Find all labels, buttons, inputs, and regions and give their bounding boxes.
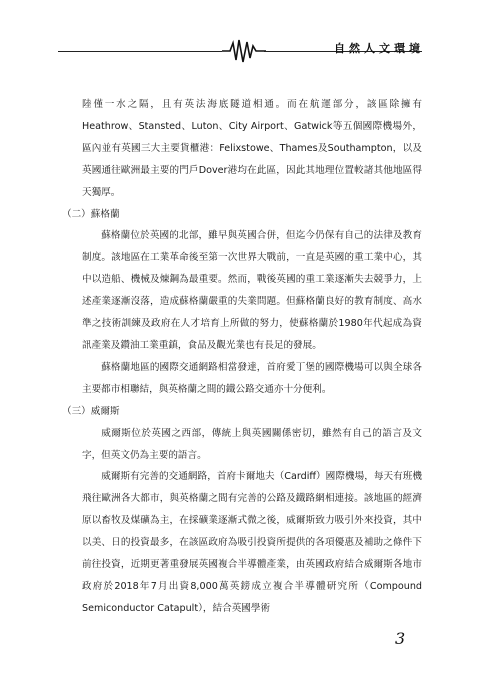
header-rule-left [58,51,222,52]
section-heading: （二）蘇格蘭 [62,208,120,220]
paragraph: 蘇格蘭位於英國的北部，雖早與英國合併，但迄今仍保有自己的法律及教育制度。該地區在工業革命後至第一次世界大戰前，一直是英國的重工業中心，其中以造船、機械及煉鋼為最重要。然而，戰後英國的重工業逐漸失去競爭力，上述產業逐漸沒落，造成蘇格蘭嚴重的失業問題。但蘇格蘭良好的教育制度、高水準之技術訓練及政府在人才培育上所做的努力，使蘇格蘭於1980年代起成為資訊產業及鑽油工業重鎮，食品及觀光業也有長足的發展。 [82,230,422,351]
paragraph: 陸僅一水之隔，且有英法海底隧道相通。而在航運部分，該區除擁有Heathrow、Stansted、Luton、City Airport、Gatwick等五個國際機場外，區內並有英國三大主要貨櫃港：Felixstowe、Thames及Southampton，以及英國通往歐洲最主要的門戶Dover港均在此區，因此其地理位置較諸其他地區得天獨厚。 [82,99,422,198]
document-body [62,94,422,620]
running-header-title: 自然人文環境 [334,42,424,55]
section-heading: （三）威爾斯 [62,405,120,417]
page-number: 3 [395,629,406,648]
paragraph: 威爾斯有完善的交通網路，首府卡爾地夫（Cardiff）國際機場，每天有班機飛往歐洲各大都市，與英格蘭之間有完善的公路及鐵路網相連接。該地區的經濟原以畜牧及煤礦為主，在採礦業逐漸式微之後，威爾斯致力吸引外來投資，其中以美、日的投資最多，在該區政府為吸引投資所提供的各項優惠及補助之條件下前往投資，近期更著重發展英國複合半導體產業，由英國政府結合威爾斯各地市政府於2018年7月出資8,000萬英鎊成立複合半導體研究所（Compound Semiconductor Catapult），結合英國學術 [82,471,422,614]
paragraph: 威爾斯位於英國之西部，傳統上與英國關係密切，雖然有自己的語言及文字，但英文仍為主要的語言。 [82,427,422,461]
paragraph: 蘇格蘭地區的國際交通網路相當發達，首府愛丁堡的國際機場可以與全球各主要都市相聯結，與英格蘭之間的鐵公路交通亦十分便利。 [82,361,422,395]
heartbeat-icon [222,38,266,64]
